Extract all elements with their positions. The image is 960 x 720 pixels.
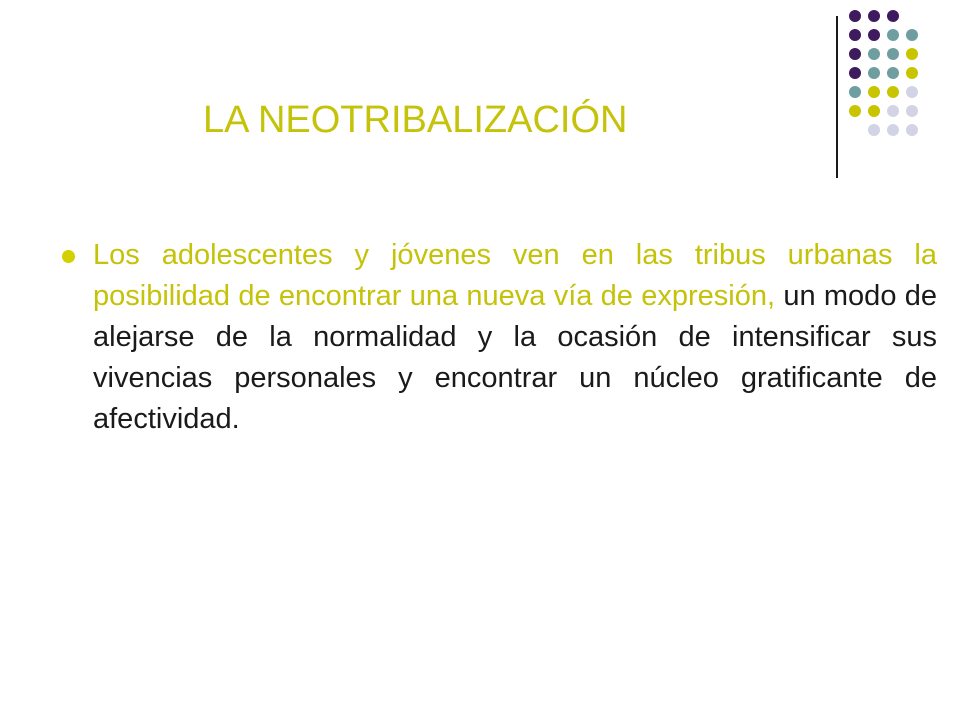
decorative-dot [849, 86, 861, 98]
decorative-dot [887, 105, 899, 117]
decorative-dot [868, 124, 880, 136]
decorative-dot [849, 67, 861, 79]
decorative-dot [906, 86, 918, 98]
decorative-dot [887, 67, 899, 79]
bullet-body-text: un modo de alejarse de la normalidad y la ocasión de intensificar sus vivencias personales y encontrar un núcleo gratificante de afectividad. [93, 280, 937, 435]
decorative-dot [868, 29, 880, 41]
decorative-dot [868, 10, 880, 22]
decorative-dot [868, 86, 880, 98]
decorative-dot [906, 124, 918, 136]
bullet-highlighted-text: Los adolescentes y jóvenes ven en las tribus urbanas la posibilidad de encontrar una nueva vía de expresión, [93, 239, 937, 312]
vertical-divider [836, 16, 838, 178]
decorative-dot [849, 10, 861, 22]
decorative-dot [887, 86, 899, 98]
bullet-dot-icon [62, 250, 75, 263]
decorative-dot [906, 48, 918, 60]
decorative-dot [906, 105, 918, 117]
decorative-dot [887, 10, 899, 22]
decorative-dot [868, 105, 880, 117]
slide-title: LA NEOTRIBALIZACIÓN [203, 99, 628, 141]
decorative-dot [849, 48, 861, 60]
decorative-dot [887, 48, 899, 60]
decorative-dot [849, 105, 861, 117]
decorative-dot [868, 67, 880, 79]
decorative-dot [849, 29, 861, 41]
bullet-text [93, 235, 937, 440]
decorative-dot [906, 29, 918, 41]
decorative-dot [887, 29, 899, 41]
decorative-dot [887, 124, 899, 136]
decorative-dot [868, 48, 880, 60]
decorative-dot [906, 67, 918, 79]
